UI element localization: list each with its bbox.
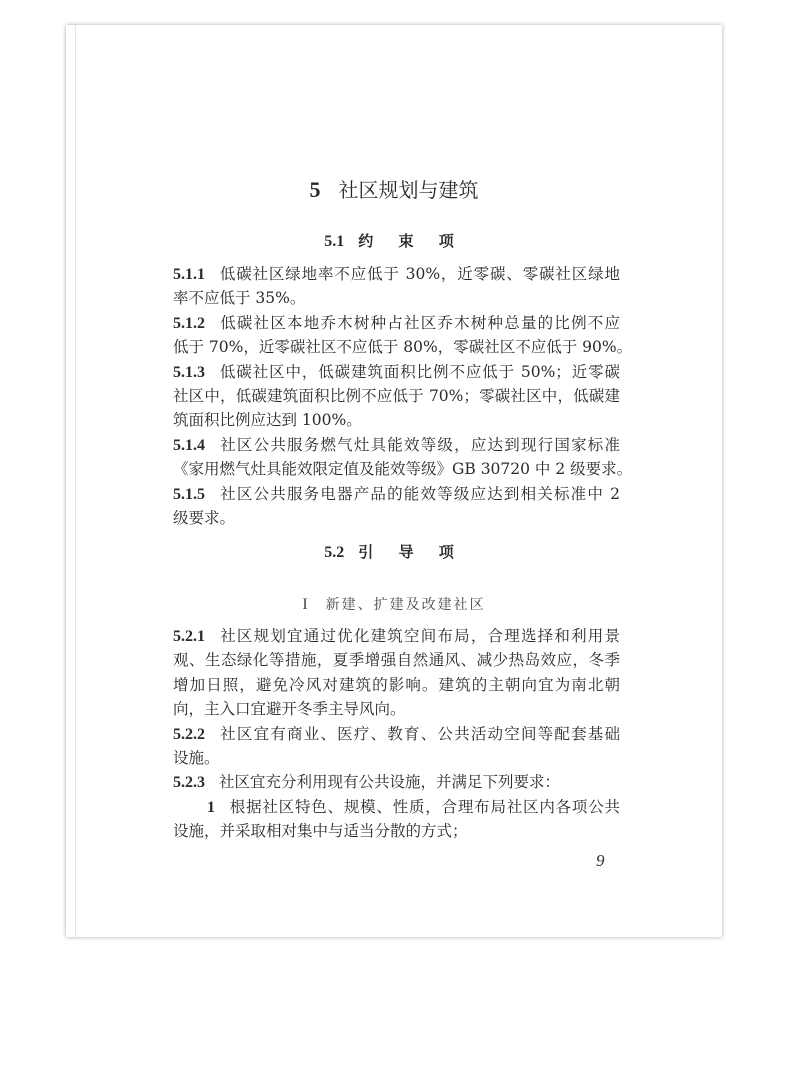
- clause-line: [173, 360, 620, 384]
- chapter-number: 5: [309, 177, 321, 202]
- section-number: 5.1: [324, 233, 345, 250]
- clause-text: 社区宜有商业、医疗、教育、公共活动空间等配套基础: [219, 724, 620, 743]
- clause-number: 5.2.1: [173, 628, 205, 645]
- clause-number: 5.1.4: [173, 436, 205, 454]
- clause-text: 向，主入口宜避开冬季主导风向。: [173, 700, 406, 719]
- section-5-2-body: [173, 624, 620, 844]
- clause-number: 5.1.3: [173, 363, 205, 381]
- clause-text: 社区中，低碳建筑面积比例不应低于 70%；零碳社区中，低碳建: [173, 386, 620, 405]
- section-heading-5-1: [66, 231, 722, 252]
- section-title: 约 束 项: [358, 232, 464, 250]
- clause-line: [173, 746, 620, 770]
- section-number: 5.2: [324, 544, 345, 561]
- clause-5-2-1: [173, 624, 620, 722]
- clause-number: 5.1.1: [173, 266, 205, 283]
- clause-line: [173, 286, 620, 310]
- clause-line: [173, 335, 633, 359]
- page-number: 9: [596, 851, 605, 870]
- clause-text: 根据社区特色、规模、性质，合理布局社区内各项公共: [229, 797, 620, 816]
- clause-line: [173, 819, 620, 843]
- clause-line: [173, 624, 620, 648]
- clause-number: 1: [207, 798, 215, 816]
- chapter-title-text: 社区规划与建筑: [338, 178, 479, 202]
- clause-text: 低碳社区本地乔木树种占社区乔木树种总量的比例不应: [219, 313, 620, 332]
- clause-text: 社区规划宜通过优化建筑空间布局，合理选择和利用景: [219, 627, 620, 645]
- clause-number: 5.1.2: [173, 314, 205, 332]
- clause-text: 设施，并采取相对集中与适当分散的方式；: [173, 822, 468, 841]
- subsection-number: I: [302, 596, 310, 613]
- clause-text: 筑面积比例应达到 100%。: [173, 411, 362, 430]
- clause-number: 5.1.5: [173, 485, 205, 503]
- clause-line: [173, 770, 620, 794]
- clause-text: 设施。: [173, 748, 220, 767]
- clause-text: 社区公共服务燃气灶具能效等级，应达到现行国家标准: [219, 435, 620, 454]
- clause-line: [173, 648, 620, 672]
- clause-text: 低碳社区绿地率不应低于 30%，近零碳、零碳社区绿地: [219, 265, 620, 283]
- clause-5-1-1: [173, 262, 620, 311]
- clause-text: 低碳社区中，低碳建筑面积比例不应低于 50%；近零碳: [219, 362, 620, 381]
- binding-line: [75, 25, 76, 937]
- clause-5-1-2: [173, 311, 633, 360]
- subsection-heading: [66, 594, 722, 614]
- clause-number: 5.2.3: [173, 774, 205, 792]
- clause-5-1-3: [173, 360, 620, 433]
- clause-line: [173, 506, 620, 530]
- clause-5-2-3: [173, 770, 620, 794]
- clause-text: 低于 70%，近零碳社区不应低于 80%，零碳社区不应低于 90%。: [173, 338, 633, 357]
- clause-line: [173, 433, 620, 457]
- clause-line: [173, 795, 620, 819]
- clause-text: 级要求。: [173, 508, 236, 527]
- clause-line: [173, 722, 620, 746]
- clause-1: [173, 795, 620, 844]
- clause-number: 5.2.2: [173, 725, 205, 743]
- clause-5-1-4: [173, 433, 633, 482]
- chapter-title: [66, 177, 722, 203]
- clause-5-2-2: [173, 722, 620, 771]
- section-5-1-body: [173, 262, 633, 530]
- clause-text: 率不应低于 35%。: [173, 289, 306, 308]
- clause-line: [173, 311, 620, 335]
- clause-line: [173, 482, 620, 506]
- clause-text: 社区公共服务电器产品的能效等级应达到相关标准中 2: [219, 484, 620, 503]
- clause-line: [173, 457, 633, 481]
- section-title: 引 导 项: [358, 543, 464, 561]
- clause-line: [173, 384, 620, 408]
- clause-line: [173, 262, 620, 286]
- section-heading-5-2: [66, 542, 722, 563]
- document-page: [66, 25, 722, 937]
- clause-text: 《家用燃气灶具能效限定值及能效等级》GB 30720 中 2 级要求。: [173, 460, 633, 479]
- clause-5-1-5: [173, 482, 620, 531]
- clause-line: [173, 408, 620, 432]
- clause-text: 社区宜充分利用现有公共设施，并满足下列要求：: [219, 773, 561, 792]
- clause-text: 观、生态绿化等措施，夏季增强自然通风、减少热岛效应，冬季: [173, 651, 620, 670]
- clause-line: [173, 673, 620, 697]
- subsection-title: 新建、扩建及改建社区: [325, 597, 486, 613]
- clause-text: 增加日照，避免冷风对建筑的影响。建筑的主朝向宜为南北朝: [173, 675, 620, 694]
- clause-line: [173, 697, 620, 721]
